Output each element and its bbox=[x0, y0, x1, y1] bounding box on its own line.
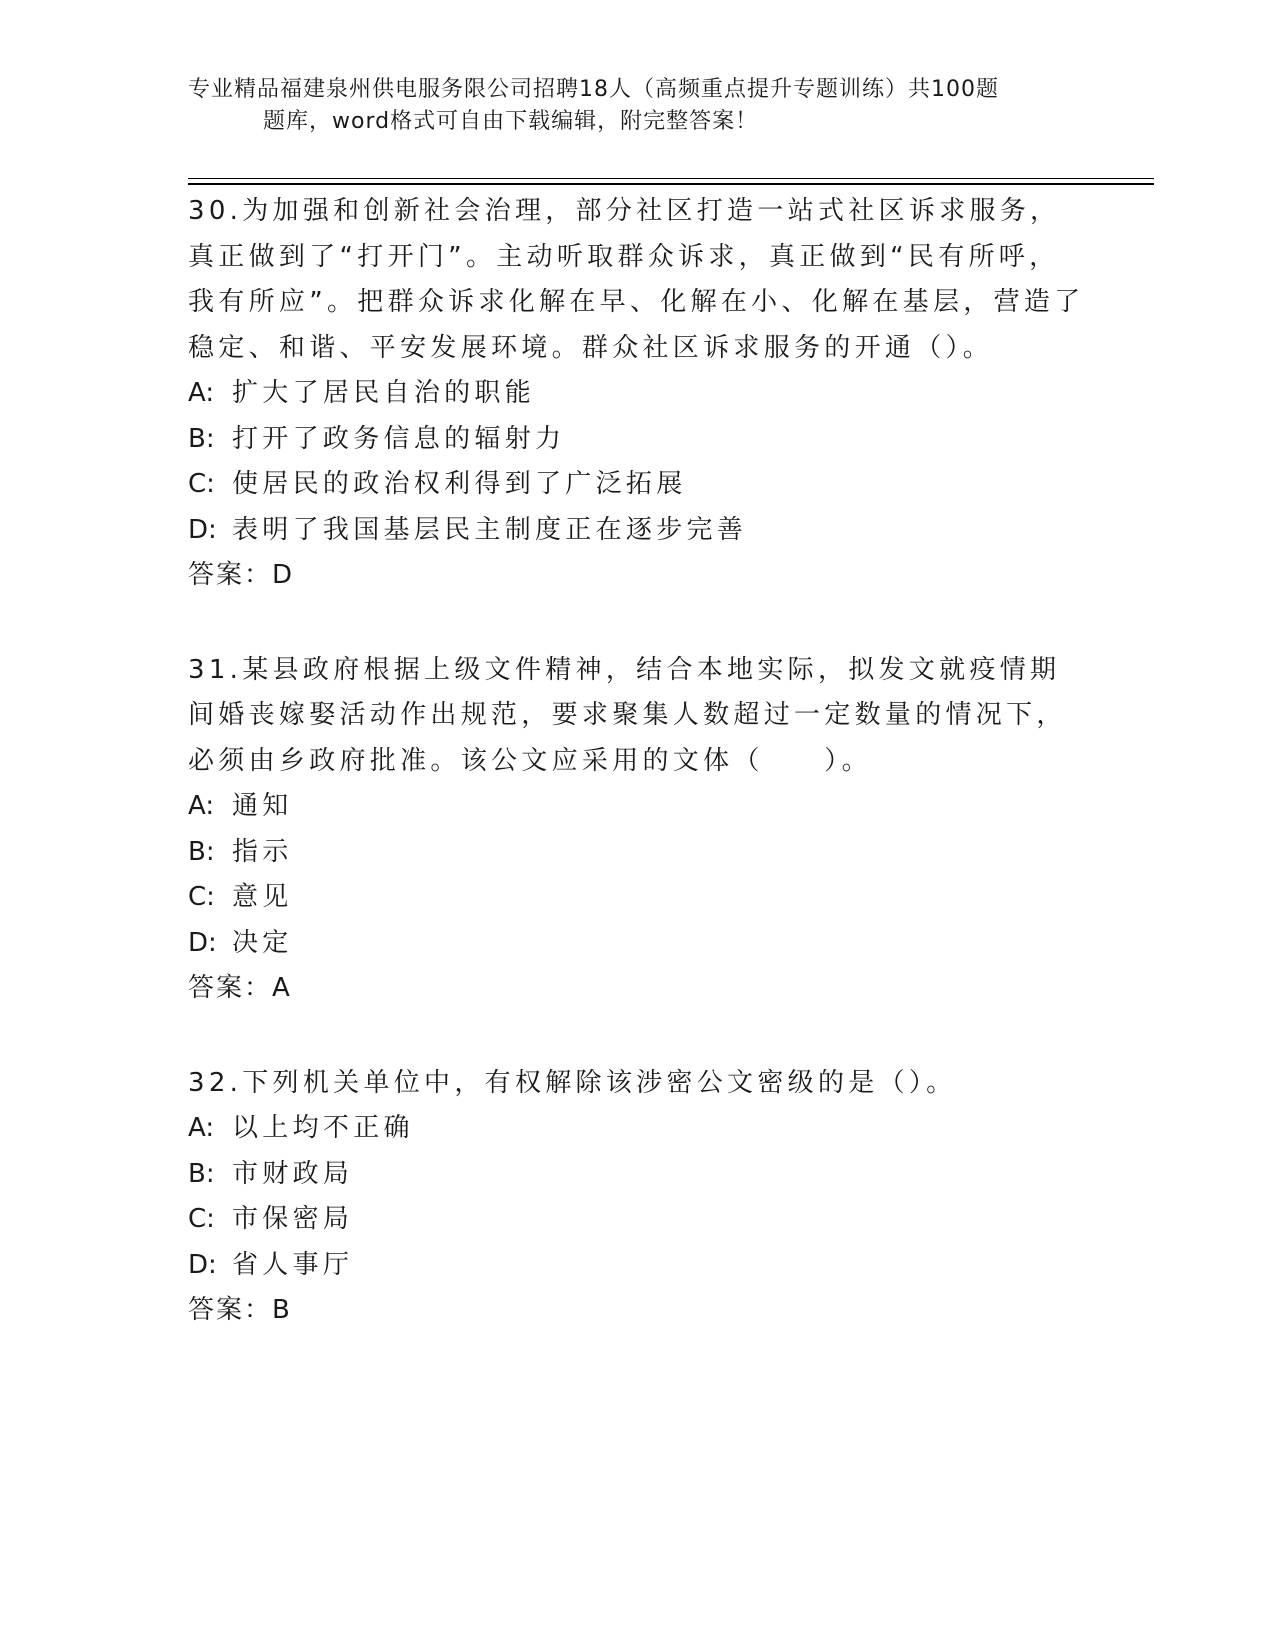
option-text: 表明了我国基层民主制度正在逐步完善 bbox=[232, 514, 748, 545]
header-rule-thin bbox=[188, 178, 1154, 179]
option-letter: A: bbox=[188, 791, 215, 821]
option-c bbox=[188, 1197, 1088, 1243]
option-letter: B: bbox=[188, 836, 215, 867]
option-a bbox=[188, 1106, 1088, 1152]
option-letter: B: bbox=[188, 1158, 215, 1189]
question-30 bbox=[188, 189, 1088, 599]
option-letter: A: bbox=[188, 378, 215, 408]
option-text: 指示 bbox=[232, 836, 293, 867]
header-line-2: 题库，word格式可自由下载编辑，附完整答案！ bbox=[263, 109, 759, 134]
option-letter: D: bbox=[188, 927, 217, 958]
option-a bbox=[188, 784, 1088, 830]
option-text: 使居民的政治权利得到了广泛拓展 bbox=[232, 469, 687, 499]
answer-line bbox=[188, 1288, 1088, 1334]
option-letter: C: bbox=[188, 882, 215, 912]
answer-label: 答案： bbox=[188, 1295, 273, 1325]
option-b bbox=[188, 1152, 1088, 1198]
option-text: 通知 bbox=[232, 791, 293, 821]
question-list bbox=[188, 189, 1088, 1383]
answer-label: 答案： bbox=[188, 560, 273, 590]
answer-value: D bbox=[272, 560, 293, 590]
answer-line bbox=[188, 553, 1088, 599]
option-text: 以上均不正确 bbox=[232, 1113, 414, 1143]
option-text: 决定 bbox=[232, 927, 293, 958]
question-stem: 32.下列机关单位中，有权解除该涉密公文密级的是（）。 bbox=[188, 1067, 957, 1098]
option-text: 意见 bbox=[232, 882, 293, 912]
option-letter: C: bbox=[188, 469, 215, 499]
answer-line bbox=[188, 966, 1088, 1012]
header-line-1: 专业精品福建泉州供电服务限公司招聘18人（高频重点提升专题训练）共100题 bbox=[188, 77, 999, 102]
option-text: 市保密局 bbox=[232, 1204, 354, 1234]
option-letter: C: bbox=[188, 1204, 215, 1234]
option-text: 市财政局 bbox=[232, 1158, 354, 1189]
question-32 bbox=[188, 1061, 1088, 1334]
option-letter: D: bbox=[188, 514, 217, 545]
option-c bbox=[188, 462, 1088, 508]
option-d bbox=[188, 921, 1088, 967]
answer-value: B bbox=[272, 1295, 290, 1325]
question-31 bbox=[188, 648, 1088, 1012]
option-b bbox=[188, 417, 1088, 463]
option-a bbox=[188, 371, 1088, 417]
header-rule-thick bbox=[188, 183, 1154, 185]
option-letter: D: bbox=[188, 1249, 217, 1280]
option-c bbox=[188, 875, 1088, 921]
option-letter: A: bbox=[188, 1113, 215, 1143]
question-stem: 31.某县政府根据上级文件精神，结合本地实际，拟发文就疫情期间婚丧嫁娶活动作出规范，要求聚集人数超过一定数量的情况下，必须由乡政府批准。该公文应采用的文体（ ）。 bbox=[188, 654, 1067, 776]
option-text: 打开了政务信息的辐射力 bbox=[232, 423, 566, 454]
question-stem: 30.为加强和创新社会治理，部分社区打造一站式社区诉求服务，真正做到了“打开门”。主动听取群众诉求，真正做到“民有所呼，我有所应”。把群众诉求化解在早、化解在小、化解在基层，营造了稳定、和谐、平安发展环境。群众社区诉求服务的开通（）。 bbox=[188, 196, 1085, 363]
option-d bbox=[188, 508, 1088, 554]
option-letter: B: bbox=[188, 423, 215, 454]
option-d bbox=[188, 1243, 1088, 1289]
option-text: 省人事厅 bbox=[232, 1249, 354, 1280]
document-header bbox=[188, 74, 1088, 138]
answer-label: 答案： bbox=[188, 973, 273, 1003]
option-text: 扩大了居民自治的职能 bbox=[232, 378, 536, 408]
option-b bbox=[188, 830, 1088, 876]
answer-value: A bbox=[272, 973, 290, 1003]
